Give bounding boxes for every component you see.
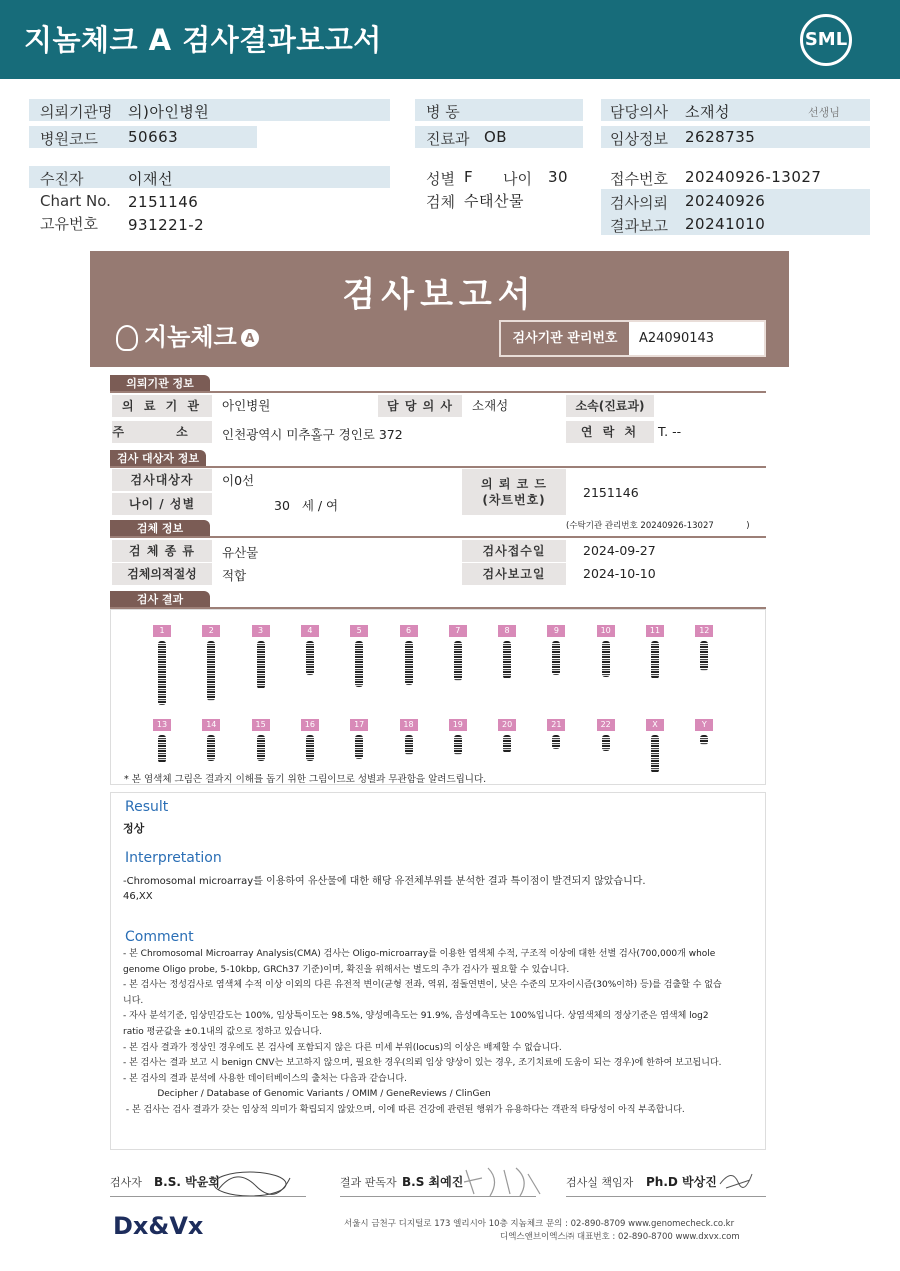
director-value: Ph.D 박상진 xyxy=(646,1175,717,1189)
chromosome-label: 15 xyxy=(252,719,270,731)
comment-line: - 본 검사의 결과 분석에 사용한 데이터베이스의 출처는 다음과 같습니다. xyxy=(123,1073,407,1084)
chromosome-label: X xyxy=(646,719,664,731)
chromosome-bands xyxy=(651,735,659,773)
interpretation-line: -Chromosomal microarray를 이용하여 유산물에 대한 해당 유전체부위를 분석한 결과 특이점이 발견되지 않았습니다. xyxy=(123,876,646,887)
header-bar xyxy=(0,0,900,79)
chromosome-label: 9 xyxy=(547,625,565,637)
chromosome-label: Y xyxy=(695,719,713,731)
contact-label: 연 락 처 xyxy=(566,421,654,443)
chromosome-14 xyxy=(202,719,220,761)
director-label: 검사실 책임자 xyxy=(566,1176,634,1189)
chromosome-label: 16 xyxy=(301,719,319,731)
chromosome-bands xyxy=(405,641,413,685)
chromosome-bands xyxy=(207,735,215,761)
chromosome-Y xyxy=(695,719,713,745)
report-value: 20241010 xyxy=(685,215,766,233)
dxvx-logo: Dx&Vx xyxy=(113,1212,204,1240)
chromosome-label: 7 xyxy=(449,625,467,637)
page-title: 지놈체크 A 검사결과보고서 xyxy=(24,23,382,57)
chromosome-bands xyxy=(158,641,166,705)
chromosome-label: 20 xyxy=(498,719,516,731)
chromosome-bands xyxy=(306,735,314,761)
interpretation-heading: Interpretation xyxy=(125,850,222,866)
chromosome-label: 13 xyxy=(153,719,171,731)
karyogram xyxy=(110,609,766,785)
chromosome-label: 1 xyxy=(153,625,171,637)
section-specimen: 검체 정보 xyxy=(110,520,210,537)
chromosome-label: 22 xyxy=(597,719,615,731)
comment-line: - 본 검사는 검사 결과가 갖는 임상적 의미가 확립되지 않았으며, 이에 따른 건강에 관련된 행위가 유용하다는 객관적 타당성이 아직 부족합니다. xyxy=(123,1104,685,1115)
tester-value: B.S. 박윤희 xyxy=(154,1175,220,1189)
tester-label: 검사자 xyxy=(110,1176,142,1189)
doctor-label: 담 당 의 사 xyxy=(378,395,462,417)
comment-line: - 자사 분석기준, 임상민감도는 100%, 임상특이도는 98.5%, 양성예측도는 91.9%, 음성예측도는 100%입니다. 상염색체의 정상기준은 염색체 log2 xyxy=(123,1011,709,1022)
specimen-type-label: 검 체 종 류 xyxy=(112,540,212,562)
chromosome-16 xyxy=(301,719,319,761)
comment-list xyxy=(123,947,753,1119)
sex-value: F xyxy=(464,168,474,186)
chromosome-label: 4 xyxy=(301,625,319,637)
comment-line: Decipher / Database of Genomic Variants / OMIM / GeneReviews / ClinGen xyxy=(123,1089,491,1100)
chromosome-bands xyxy=(257,735,265,761)
chromosome-7 xyxy=(449,625,467,681)
chromosome-5 xyxy=(350,625,368,687)
subject-name-label: 검사대상자 xyxy=(112,469,212,491)
divider xyxy=(110,391,766,393)
chromosome-15 xyxy=(252,719,270,761)
comment-line: 니다. xyxy=(123,995,144,1006)
chromosome-bands xyxy=(306,641,314,675)
chromosome-label: 11 xyxy=(646,625,664,637)
doctor-label: 담당의사 xyxy=(610,103,668,121)
chromosome-1 xyxy=(153,625,171,705)
request-code-label: 의 뢰 코 드 (차트번호) xyxy=(462,469,566,515)
request-value: 20240926 xyxy=(685,192,766,210)
chromosome-bands xyxy=(552,735,560,749)
report-header xyxy=(90,251,789,367)
section-institution: 의뢰기관 정보 xyxy=(110,375,210,392)
request-label: 검사의뢰 xyxy=(610,194,668,212)
comment-line: - 본 Chromosomal Microarray Analysis(CMA) 검사는 Oligo-microarray를 이용한 염색체 수적, 구조적 이상에 대한 선별 검사(700,000개 whole xyxy=(123,949,716,959)
reviewer-label: 결과 판독자 xyxy=(340,1176,397,1189)
institution-value: 의)아인병원 xyxy=(128,103,210,121)
chromosome-label: 17 xyxy=(350,719,368,731)
chromosome-bands xyxy=(207,641,215,701)
receipt-value: 20240926-13027 xyxy=(685,168,822,186)
karyogram-note: * 본 염색체 그림은 결과지 이해를 돕기 위한 그림이므로 성별과 무관함을 알려드립니다. xyxy=(124,774,487,785)
comment-line: ratio 평균값을 ±0.1내의 값으로 정하고 있습니다. xyxy=(123,1026,322,1037)
reference-note: (수탁기관 관리번호 20240926-13027 ) xyxy=(566,521,750,531)
brand-badge: A xyxy=(241,329,259,347)
comment-line: - 본 검사는 결과 보고 시 benign CNV는 보고하지 않으며, 필요한 경우(의뢰 임상 양상이 있는 경우, 조기치료에 도움이 되는 경우)에 한하여 보고됩니다. xyxy=(123,1058,722,1069)
chromosome-bands xyxy=(257,641,265,689)
specimen-label: 검체 xyxy=(426,193,455,211)
chromosome-label: 3 xyxy=(252,625,270,637)
chromosome-4 xyxy=(301,625,319,675)
signature-line xyxy=(566,1196,766,1197)
chromosome-label: 10 xyxy=(597,625,615,637)
chromosome-bands xyxy=(454,735,462,755)
department-label: 진료과 xyxy=(426,130,470,148)
chromosome-12 xyxy=(695,625,713,671)
result-box xyxy=(110,792,766,1150)
footer-line: 디엑스앤브이엑스㈜ 대표번호 : 02-890-8700 www.dxvx.com xyxy=(500,1232,740,1242)
institution-label: 의뢰기관명 xyxy=(40,103,113,121)
divider xyxy=(110,466,766,468)
hospital-code-label: 병원코드 xyxy=(40,130,98,148)
patient-value: 이재선 xyxy=(128,170,173,188)
director-signature xyxy=(716,1166,756,1194)
comment-line: - 본 검사는 정성검사로 염색체 수적 이상 이외의 다른 유전적 변이(균형 전좌, 역위, 점돌연변이, 낮은 수준의 모자이시즘(30%이하) 등)를 검출할 수 없습 xyxy=(123,980,722,991)
request-code-value: 2151146 xyxy=(583,485,639,500)
adequacy-value: 적합 xyxy=(222,568,247,583)
chromosome-bands xyxy=(602,735,610,751)
chromosome-bands xyxy=(405,735,413,755)
chromosome-6 xyxy=(400,625,418,685)
chromosome-18 xyxy=(400,719,418,755)
addr-label: 주 소 xyxy=(112,421,212,443)
received-value: 2024-09-27 xyxy=(583,543,656,558)
chromosome-label: 21 xyxy=(547,719,565,731)
received-label: 검사접수일 xyxy=(462,540,566,562)
chromosome-bands xyxy=(700,641,708,671)
clinical-label: 임상정보 xyxy=(610,130,668,148)
chromosome-bands xyxy=(651,641,659,679)
inst-label: 의 료 기 관 xyxy=(112,395,212,417)
chromosome-17 xyxy=(350,719,368,759)
comment-line: genome Oligo probe, 5-10kbp, GRCh37 기준)이며, 확진을 위해서는 별도의 추가 검사가 필요할 수 있습니다. xyxy=(123,964,570,975)
doctor-value: 소재성 xyxy=(685,103,730,121)
chromosome-bands xyxy=(158,735,166,763)
chromosome-13 xyxy=(153,719,171,763)
chromosome-11 xyxy=(646,625,664,679)
chromosome-19 xyxy=(449,719,467,755)
chromosome-20 xyxy=(498,719,516,753)
chromosome-label: 5 xyxy=(350,625,368,637)
reviewer-signature xyxy=(460,1160,544,1200)
reported-value: 2024-10-10 xyxy=(583,566,656,581)
chromosome-label: 8 xyxy=(498,625,516,637)
chromosome-3 xyxy=(252,625,270,689)
signature-line xyxy=(110,1196,306,1197)
chromosome-2 xyxy=(202,625,220,701)
chromosome-bands xyxy=(503,641,511,679)
report-label: 결과보고 xyxy=(610,217,668,235)
report-title: 검사보고서 xyxy=(342,275,537,315)
doctor-value: 소재성 xyxy=(472,398,509,413)
contact-value: T. -- xyxy=(658,424,682,439)
hospital-code-value: 50663 xyxy=(128,128,179,146)
tester-signature xyxy=(206,1164,292,1200)
specimen-value: 수태산물 xyxy=(464,192,524,210)
divider xyxy=(110,536,766,538)
department-value: OB xyxy=(484,128,508,146)
chromosome-bands xyxy=(503,735,511,753)
mgmt-value: A24090143 xyxy=(639,331,715,346)
chromosome-label: 6 xyxy=(400,625,418,637)
comment-line: - 본 검사 결과가 정상인 경우에도 본 검사에 포함되지 않은 다른 미세 부위(locus)의 이상은 배제할 수 없습니다. xyxy=(123,1042,562,1053)
chromosome-X xyxy=(646,719,664,773)
specimen-type-value: 유산물 xyxy=(222,545,259,560)
footer-line: 서울시 금천구 디지털로 173 엘리시아 10층 지놈체크 문의 : 02-890-8709 www.genomecheck.co.kr xyxy=(344,1219,735,1229)
sex-label: 성별 xyxy=(426,170,455,188)
chromosome-9 xyxy=(547,625,565,675)
inst-value: 아인병원 xyxy=(222,398,271,413)
chromosome-bands xyxy=(454,641,462,681)
chromosome-label: 12 xyxy=(695,625,713,637)
chromosome-21 xyxy=(547,719,565,749)
adequacy-label: 검체의적절성 xyxy=(112,563,212,585)
section-result: 검사 결과 xyxy=(110,591,210,608)
chromosome-bands xyxy=(700,735,708,745)
chromosome-label: 19 xyxy=(449,719,467,731)
reported-label: 검사보고일 xyxy=(462,563,566,585)
section-subject: 검사 대상자 정보 xyxy=(110,450,206,467)
addr-value: 인천광역시 미추홀구 경인로 372 xyxy=(222,427,403,442)
chromosome-bands xyxy=(552,641,560,675)
chart-value: 2151146 xyxy=(128,193,199,211)
doctor-suffix: 선생님 xyxy=(808,106,840,119)
subject-name-value: 이0선 xyxy=(222,473,255,488)
interpretation-line: 46,XX xyxy=(123,891,153,902)
result-value: 정상 xyxy=(123,822,145,835)
unique-value: 931221-2 xyxy=(128,216,205,234)
chromosome-bands xyxy=(602,641,610,677)
chromosome-label: 2 xyxy=(202,625,220,637)
mgmt-label: 검사기관 관리번호 xyxy=(501,322,629,355)
chart-label: Chart No. xyxy=(40,192,111,210)
clinical-value: 2628735 xyxy=(685,128,756,146)
genomecheck-logo xyxy=(116,317,259,352)
chromosome-22 xyxy=(597,719,615,751)
chromosome-bands xyxy=(355,641,363,687)
unique-label: 고유번호 xyxy=(40,215,98,233)
reviewer-value: B.S 최예진 xyxy=(402,1175,464,1189)
ward-label: 병 동 xyxy=(426,103,460,121)
chromosome-8 xyxy=(498,625,516,679)
result-heading: Result xyxy=(125,799,169,815)
receipt-label: 접수번호 xyxy=(610,170,668,188)
patient-label: 수진자 xyxy=(40,170,84,188)
chromosome-bands xyxy=(355,735,363,759)
chromosome-label: 18 xyxy=(400,719,418,731)
chromosome-10 xyxy=(597,625,615,677)
age-label: 나이 xyxy=(503,170,532,188)
dna-icon xyxy=(116,325,138,351)
brand-name: 지놈체크 xyxy=(144,323,237,351)
subject-age-label: 나이 / 성별 xyxy=(112,493,212,515)
management-number-box xyxy=(499,320,766,357)
comment-heading: Comment xyxy=(125,929,194,945)
sml-logo: SML xyxy=(800,14,852,66)
chromosome-label: 14 xyxy=(202,719,220,731)
age-value: 30 xyxy=(548,168,569,186)
subject-age-value: 30 세 / 여 xyxy=(274,498,339,513)
dept-label: 소속(진료과) xyxy=(566,395,654,417)
signature-line xyxy=(340,1196,536,1197)
